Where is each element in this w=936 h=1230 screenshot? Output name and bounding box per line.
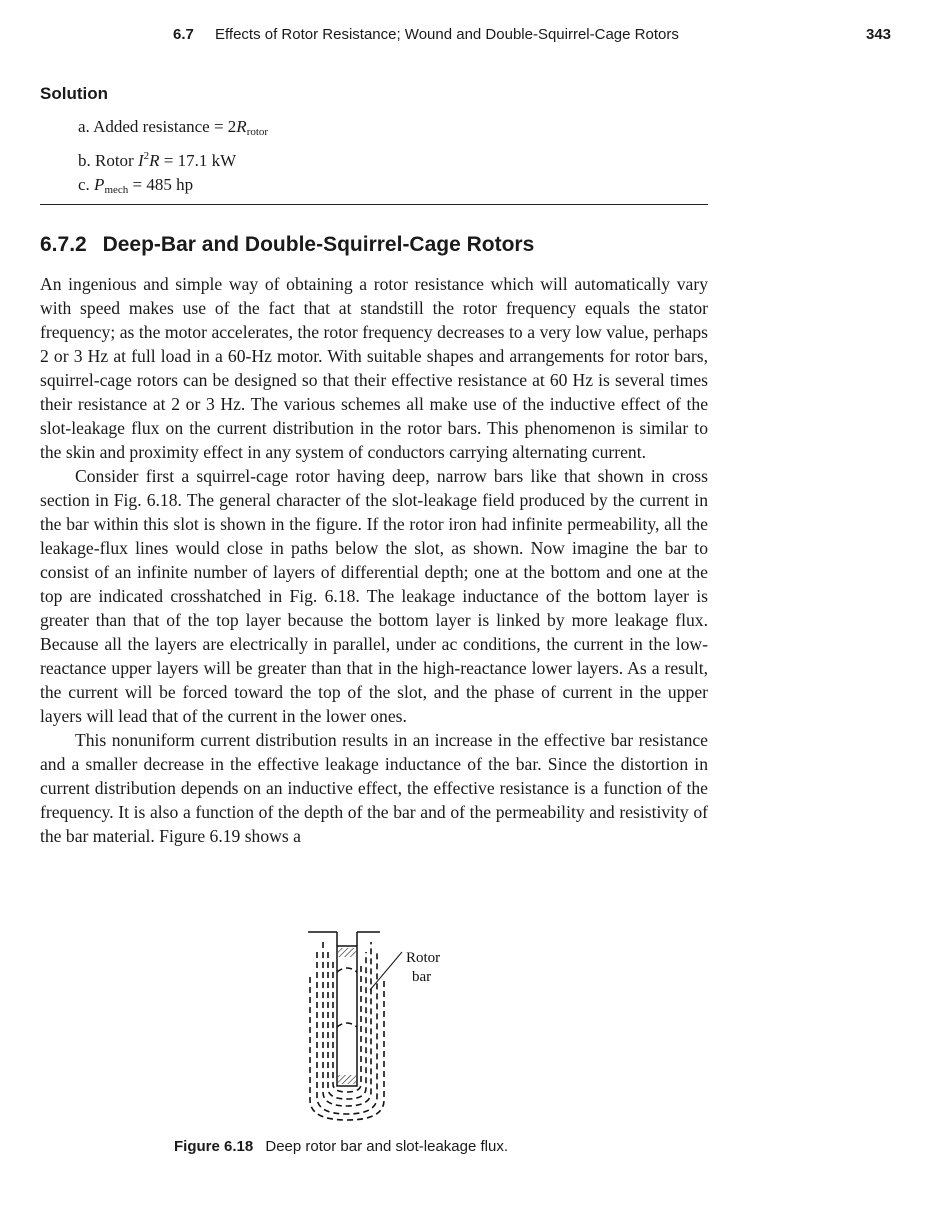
paragraph: An ingenious and simple way of obtaining a rotor resistance which will automatically vary with speed makes use of the fact that at standstill the rotor frequency equals the stator frequency; as the motor accelerates, the rotor frequency decreases to a very low value, perhaps 2 or 3 Hz at full load in a 60-Hz motor. With suitable shapes and arrangements for rotor bars, squirrel-cage rotors can be designed so that their effective resistance at 60 Hz is several times their resistance at 2 or 3 Hz. The various schemes all make use of the inductive effect of the slot-leakage flux on the current distribution in the rotor bars. This phenomenon is similar to the skin and proximity effect in any system of conductors carrying alternating current.: [40, 274, 708, 462]
math-subscript: rotor: [246, 126, 269, 138]
figure-6-18: [300, 922, 460, 1122]
solution-item-a: [78, 115, 268, 144]
leakage-flux-lines: [310, 942, 384, 1120]
top-layer-crosshatch: [338, 948, 356, 957]
solution-item-c: [78, 173, 268, 202]
section-number: 6.7.2: [40, 233, 87, 256]
rotor-bar-label-line1: Rotor: [406, 950, 441, 966]
section-title: Deep-Bar and Double-Squirrel-Cage Rotors: [102, 233, 535, 256]
math-variable: I: [137, 151, 144, 170]
section-heading: [40, 233, 534, 257]
label-leader-line: [370, 952, 402, 990]
rotor-bar-label-line2: bar: [412, 969, 432, 985]
item-marker: b.: [78, 151, 91, 170]
figure-label: Figure 6.18: [174, 1138, 254, 1155]
item-text: = 17.1 kW: [159, 151, 237, 170]
math-subscript: mech: [104, 184, 129, 196]
solution-heading: Solution: [40, 84, 108, 103]
item-marker: c.: [78, 175, 90, 194]
item-text: = 485 hp: [128, 175, 194, 194]
header-section-number: 6.7: [173, 26, 194, 43]
math-variable: P: [94, 175, 105, 194]
section-divider: [40, 204, 708, 205]
page-number: 343: [866, 26, 892, 43]
paragraph: This nonuniform current distribution results in an increase in the effective bar resistance and a smaller decrease in the effective leakage inductance of the bar. Since the distortion in current distribution depends on an inductive effect, the effective resistance is a function of the frequency. It is also a function of the depth of the bar and of the permeability and resistivity of the bar material. Figure 6.19 shows a: [40, 730, 708, 846]
running-header: [0, 26, 936, 48]
solution-item-b: [78, 144, 268, 173]
item-text: Added resistance = 2: [93, 117, 237, 136]
body-text: [40, 272, 708, 848]
solution-list: [78, 115, 268, 202]
bottom-layer-crosshatch: [338, 1075, 356, 1084]
math-variable: R: [149, 151, 160, 170]
paragraph: Consider first a squirrel-cage rotor having deep, narrow bars like that shown in cross section in Fig. 6.18. The general character of the slot-leakage field produced by the current in the bar within this slot is shown in the figure. If the rotor iron had infinite permeability, all the leakage-flux lines would close in paths below the slot, as shown. Now imagine the bar to consist of an infinite number of layers of differential depth; one at the bottom and one at the top are indicated crosshatched in Fig. 6.18. The leakage inductance of the bottom layer is greater than that of the top layer because the bottom layer is linked by more leakage flux. Because all the layers are electrically in parallel, under ac conditions, the current in the low-reactance upper layers will be greater than that in the high-reactance lower layers. As a result, the current will be forced toward the top of the slot, and the phase of current in the upper layers will lead that of the current in the lower ones.: [40, 466, 708, 726]
header-section-title: Effects of Rotor Resistance; Wound and Double-Squirrel-Cage Rotors: [215, 26, 679, 43]
figure-caption-text: Deep rotor bar and slot-leakage flux.: [265, 1138, 509, 1155]
item-text: Rotor: [95, 151, 138, 170]
figure-caption: [174, 1138, 508, 1155]
rotor-bar-diagram: [300, 922, 460, 1122]
item-marker: a.: [78, 117, 90, 136]
math-superscript: 2: [143, 150, 150, 162]
math-variable: R: [236, 117, 247, 136]
